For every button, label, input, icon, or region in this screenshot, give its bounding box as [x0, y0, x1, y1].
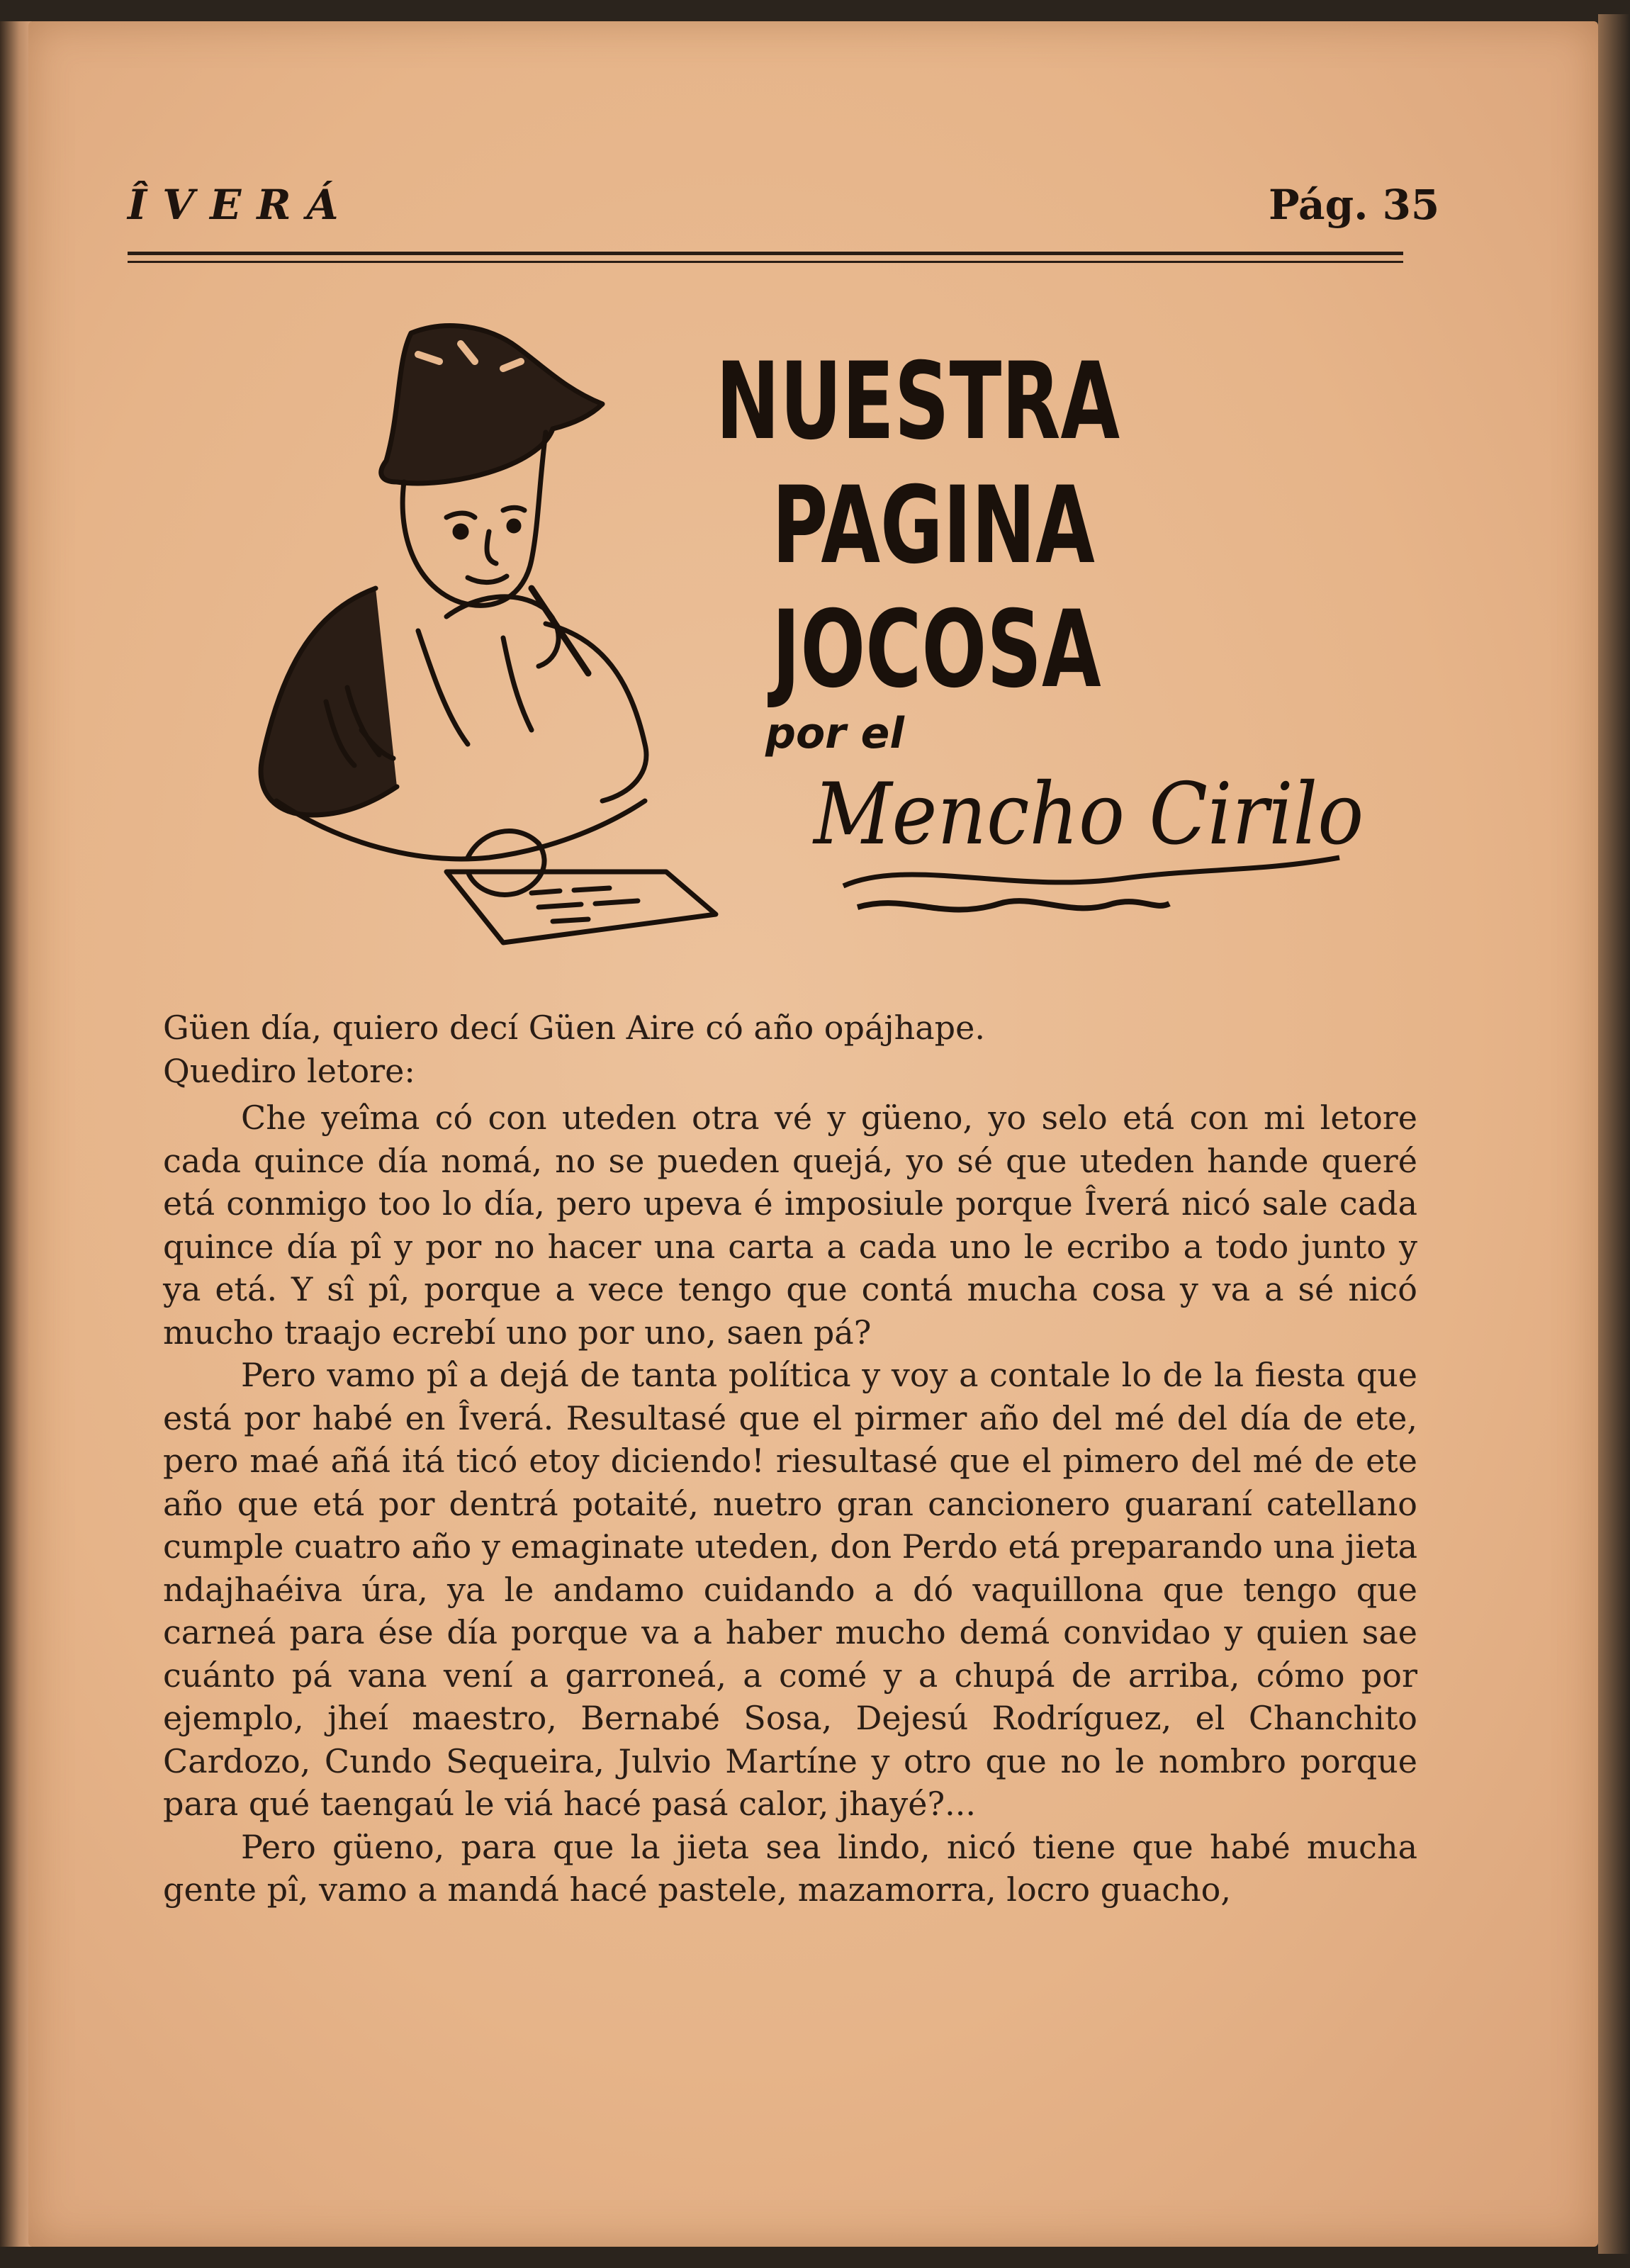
paragraph-2: Pero vamo pî a dejá de tanta política y voy a contale lo de la fiesta que está por habé en Îverá. Resultasé que el pirmer año del mé del día de ete, pero maé añá itá ticó etoy diciendo! riesultasé que el pimero del mé de ete año que etá por dentrá potaité, nuetro gran cancionero guaraní catellano cumple cuatro año y emaginate uteden, don Perdo etá preparando una jieta ndajhaéiva úra, ya le andamo cuidando a dó vaquillona que tengo que carneá para ése día porque va a haber mucho demá convidao y quien sae cuánto pá vana vení a garroneá, a comé y a chupá de arriba, cómo por ejemplo, jheí maestro, Bernabé Sosa, Dejesú Rodríguez, el Chanchito Cardozo, Cundo Sequeira, Julvio Martíne y otro que no le nombro porque para qué taengaú le viá hacé pasá calor, jhayé?...	[163, 1356, 1418, 1823]
boy-writing-illustration	[234, 305, 772, 971]
paragraph-3: Pero güeno, para que la jieta sea lindo, nicó tiene que habé mucha gente pî, vamo a mandá hacé pastele, mazamorra, locro guacho,	[163, 1827, 1417, 1909]
header-rule-thin	[128, 261, 1403, 263]
book-spine	[0, 21, 32, 2247]
article-title	[716, 340, 1120, 712]
running-header-title: ÎVERÁ	[128, 181, 354, 229]
greeting-line: Güen día, quiero decí Güen Aire có año opájhape.	[163, 1009, 985, 1047]
title-line-1: NUESTRA	[716, 340, 1120, 464]
article-body	[163, 1006, 1417, 1911]
header-rule	[128, 252, 1403, 255]
title-line-3: JOCOSA	[772, 588, 1101, 712]
byline: por el	[765, 709, 904, 758]
paragraph-1: Che yeîma có con uteden otra vé y güeno, yo selo etá con mi letore cada quince día nomá, no se pueden quejá, yo sé que uteden hande queré etá conmigo too lo día, pero upeva é imposiule porque Îverá nicó sale cada quince día pî y por no hacer una carta a cada uno le ecribo a todo junto y ya etá. Y sî pî, porque a vece tengo que contá mucha cosa y va a sé nicó mucho traajo ecrebí uno por uno, saen pá?	[163, 1099, 1417, 1352]
author-signature-text: Mencho Cirilo	[814, 764, 1364, 864]
page-number: Pág. 35	[1269, 181, 1440, 229]
salutation-line: Quediro letore:	[163, 1051, 415, 1090]
author-signature	[801, 751, 1368, 950]
page-edge	[1598, 14, 1630, 2254]
title-line-2: PAGINA	[772, 464, 1095, 588]
